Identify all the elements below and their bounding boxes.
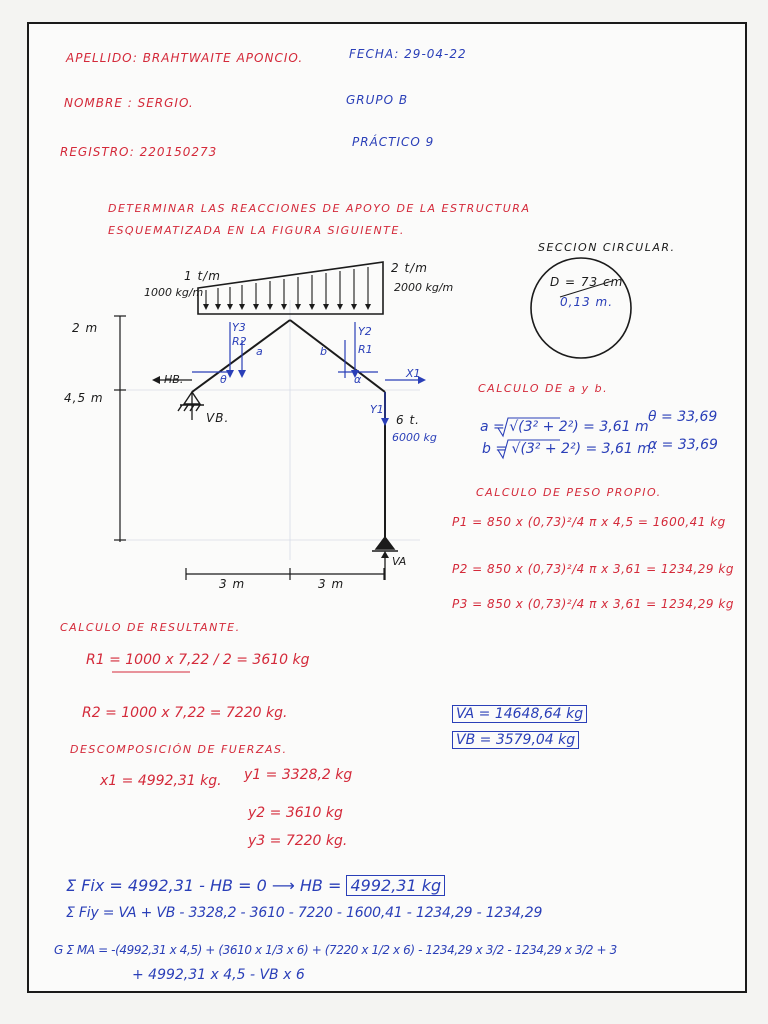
pin-support-b [178,392,204,411]
dim-45m-label: 4,5 m [64,391,104,405]
descomp-y3: y3 = 7220 kg. [248,833,348,849]
descomp-y2: y2 = 3610 kg [248,805,343,821]
result-va [452,707,587,721]
section-diameter-cm: D = 73 cm [550,275,624,289]
sum-fx-text: Σ Fix = 4992,31 - HB = 0 ⟶ HB = [66,876,342,895]
section-diameter-m: 0,13 m. [560,295,614,309]
vb-label: VB. [206,411,230,425]
grupo-field: GRUPO B [346,93,409,107]
descomp-y1: y1 = 3328,2 kg [244,767,353,783]
r2-label: R2 [232,335,247,348]
equation-sum-fy: Σ Fiy = VA + VB - 3328,2 - 3610 - 7220 - 1600,41 - 1234,29 - 1234,29 [66,905,543,921]
dim-3m-right: 3 m [318,577,345,591]
peso-p2: P2 = 850 x (0,73)²/4 π x 3,61 = 1234,29 kg [452,562,734,576]
theta-label: θ [220,373,227,386]
practico-field: PRÁCTICO 9 [352,135,435,149]
result-vb [452,733,579,747]
resultante-r2: R2 = 1000 x 7,22 = 7220 kg. [82,705,288,721]
section-title: SECCION CIRCULAR. [538,241,676,254]
a-label: a [256,345,263,358]
resultante-title: CALCULO DE RESULTANTE. [60,621,241,634]
resultante-r1: R1 = 1000 x 7,22 / 2 = 3610 kg [86,652,310,668]
equation-sum-ma-1: G Σ MA = -(4992,31 x 4,5) + (3610 x 1/3 x 6) + (7220 x 1/2 x 6) - 1234,29 x 3/2 - 1234,29 x 3/2 + 3 [54,943,617,957]
r1-label: R1 [358,343,373,356]
apellido-field: APELLIDO: BRAHTWAITE APONCIO. [66,51,304,65]
problem-line-1: DETERMINAR LAS REACCIONES DE APOYO DE LA ESTRUCTURA [108,202,531,215]
equation-sum-ma-2: + 4992,31 x 4,5 - VB x 6 [132,967,305,983]
equation-sum-fx [66,878,445,894]
calc-alpha: α = 33,69 [648,437,718,453]
peso-title: CALCULO DE PESO PROPIO. [476,486,662,499]
load-left-kg: 1000 kg/m [144,286,204,299]
load-left-t: 1 t/m [184,269,221,283]
peso-p3: P3 = 850 x (0,73)²/4 π x 3,61 = 1234,29 kg [452,597,734,611]
x1-label: X1 [406,367,421,380]
hb-label: HB. [164,373,184,386]
registro-field: REGISTRO: 220150273 [60,145,218,159]
y3-label: Y3 [232,321,246,334]
result-vb-value: VB = 3579,04 kg [452,731,579,749]
nombre-field: NOMBRE : SERGIO. [64,96,194,110]
problem-line-2: ESQUEMATIZADA EN LA FIGURA SIGUIENTE. [108,224,405,237]
result-va-value: VA = 14648,64 kg [452,705,587,723]
hb-result: 4992,31 kg [346,875,445,896]
load-right-kg: 2000 kg/m [394,281,454,294]
load-6t-label: 6 t. [396,413,420,427]
frame-members [192,320,385,537]
dim-3m-left: 3 m [219,577,246,591]
descomp-x1: x1 = 4992,31 kg. [100,773,222,789]
peso-p1: P1 = 850 x (0,73)²/4 π x 4,5 = 1600,41 kg [452,515,726,529]
load-right-t: 2 t/m [391,261,428,275]
b-label: b [320,345,327,358]
alpha-label: α [354,373,362,386]
dim-2m-label: 2 m [72,321,99,335]
support-a [372,537,398,551]
y1-label: Y1 [370,403,384,416]
calc-ab-title: CALCULO DE a y b. [478,382,609,395]
calc-theta: θ = 33,69 [648,409,718,425]
va-label: VA [392,555,407,568]
y2-label: Y2 [358,325,372,338]
load-arrows [206,267,368,306]
calc-b-expr: b = √(3² + 2²) = 3,61 m. [482,441,656,457]
load-6000-label: 6000 kg [392,431,437,444]
dimension-lines [114,316,384,580]
calc-a-expr: a = √(3² + 2²) = 3,61 m [480,419,649,435]
descomp-title: DESCOMPOSICIÓN DE FUERZAS. [70,743,288,756]
fecha-field: FECHA: 29-04-22 [349,47,467,61]
